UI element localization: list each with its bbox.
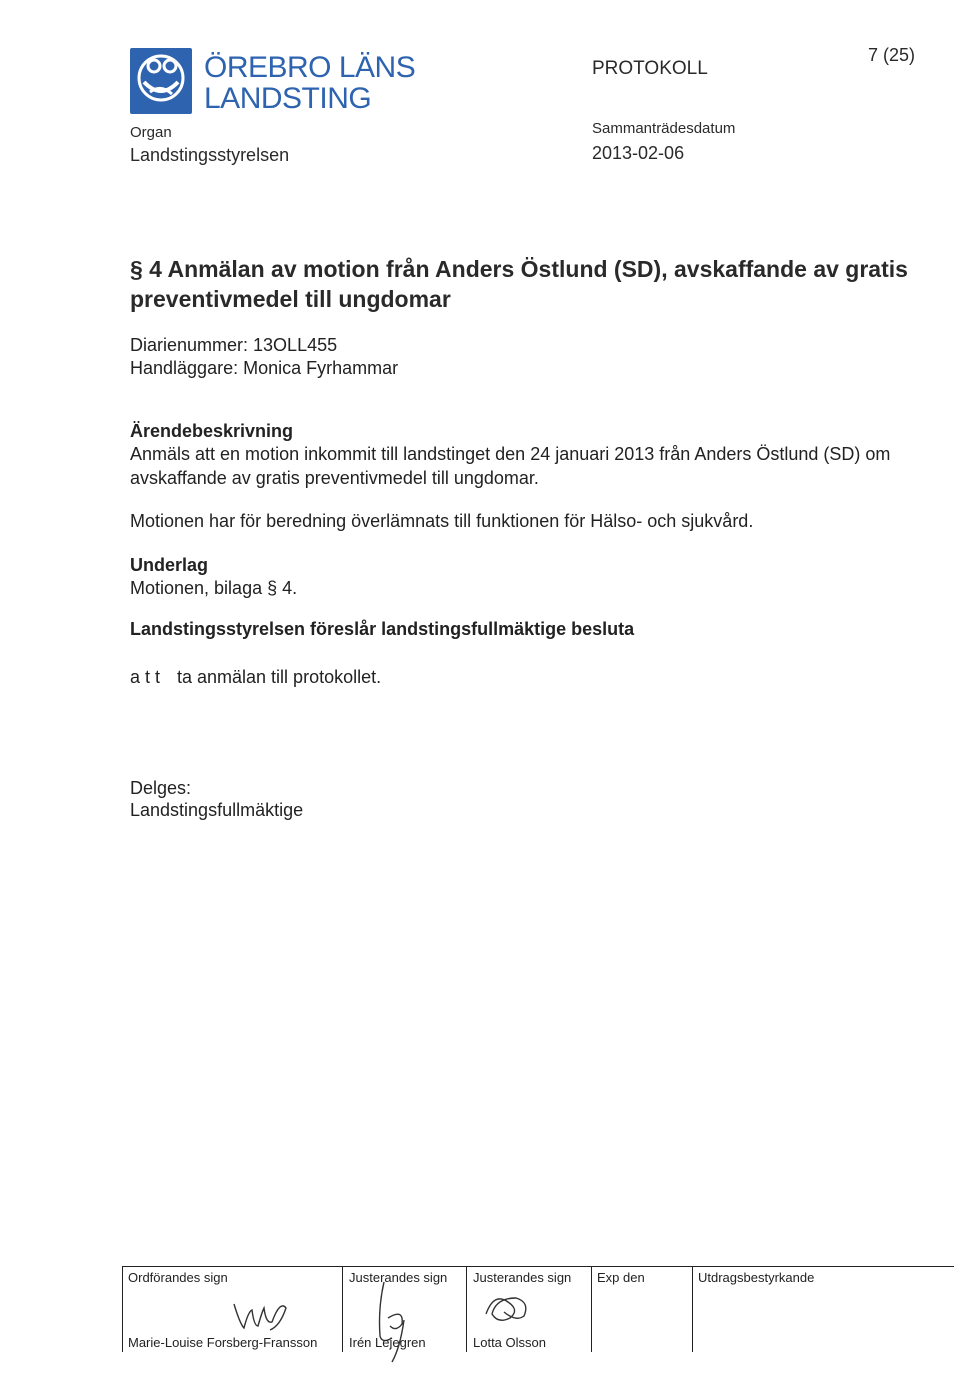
adjuster2-sign-label: Justerandes sign bbox=[473, 1270, 572, 1285]
signature-divider bbox=[692, 1266, 693, 1352]
signature-divider bbox=[466, 1266, 467, 1352]
signature-table bbox=[122, 1266, 954, 1352]
signature-table-top-border bbox=[122, 1266, 954, 1267]
signature-divider bbox=[591, 1266, 592, 1352]
brand-name-line1: ÖREBRO LÄNS bbox=[204, 51, 416, 84]
handlaggare: Handläggare: Monica Fyrhammar bbox=[130, 358, 399, 378]
adjuster1-name: Irén Lejegren bbox=[349, 1335, 426, 1350]
organ-value: Landstingsstyrelsen bbox=[130, 145, 290, 165]
signature-scribble-icon bbox=[480, 1288, 536, 1328]
signature-scribble-icon bbox=[370, 1278, 414, 1364]
landsting-logo-icon bbox=[130, 48, 192, 114]
diarienummer: Diarienummer: 13OLL455 bbox=[130, 335, 338, 355]
page-number: 7 (25) bbox=[868, 45, 916, 65]
forslag-heading: Landstingsstyrelsen föreslår landstingsfullmäktige besluta bbox=[130, 619, 635, 639]
att-text: ta anmälan till protokollet. bbox=[177, 667, 382, 687]
att-label: a t t bbox=[130, 667, 161, 687]
section-title: § 4 Anmälan av motion från Anders Östlund (SD), avskaffande av gratis preventivmedel till ungdomar bbox=[130, 256, 908, 312]
chair-name: Marie-Louise Forsberg-Fransson bbox=[128, 1335, 318, 1350]
organ-label: Organ bbox=[130, 124, 172, 141]
meeting-date-label: Sammanträdesdatum bbox=[592, 120, 736, 137]
signature-divider bbox=[342, 1266, 343, 1352]
adjuster1-sign-label: Justerandes sign bbox=[349, 1270, 448, 1285]
extract-certified-label: Utdragsbestyrkande bbox=[698, 1270, 815, 1285]
underlag-heading: Underlag bbox=[130, 555, 209, 575]
exp-date-label: Exp den bbox=[597, 1270, 645, 1285]
document-type: PROTOKOLL bbox=[592, 58, 708, 79]
arendebeskrivning-line2: avskaffande av gratis preventivmedel till ungdomar. bbox=[130, 468, 539, 488]
signature-divider bbox=[122, 1266, 123, 1352]
delges-value: Landstingsfullmäktige bbox=[130, 800, 304, 820]
arendebeskrivning-heading: Ärendebeskrivning bbox=[130, 421, 294, 441]
delges-label: Delges: bbox=[130, 778, 192, 798]
chair-sign-label: Ordförandes sign bbox=[128, 1270, 228, 1285]
brand-name-line2: LANDSTING bbox=[204, 82, 372, 115]
adjuster2-name: Lotta Olsson bbox=[473, 1335, 546, 1350]
arendebeskrivning-paragraph2: Motionen har för beredning överlämnats till funktionen för Hälso- och sjukvård. bbox=[130, 511, 754, 531]
meeting-date-value: 2013-02-06 bbox=[592, 143, 685, 163]
underlag-text: Motionen, bilaga § 4. bbox=[130, 578, 298, 598]
arendebeskrivning-line1: Anmäls att en motion inkommit till landstinget den 24 januari 2013 från Anders Östlund (SD) om bbox=[130, 444, 891, 464]
